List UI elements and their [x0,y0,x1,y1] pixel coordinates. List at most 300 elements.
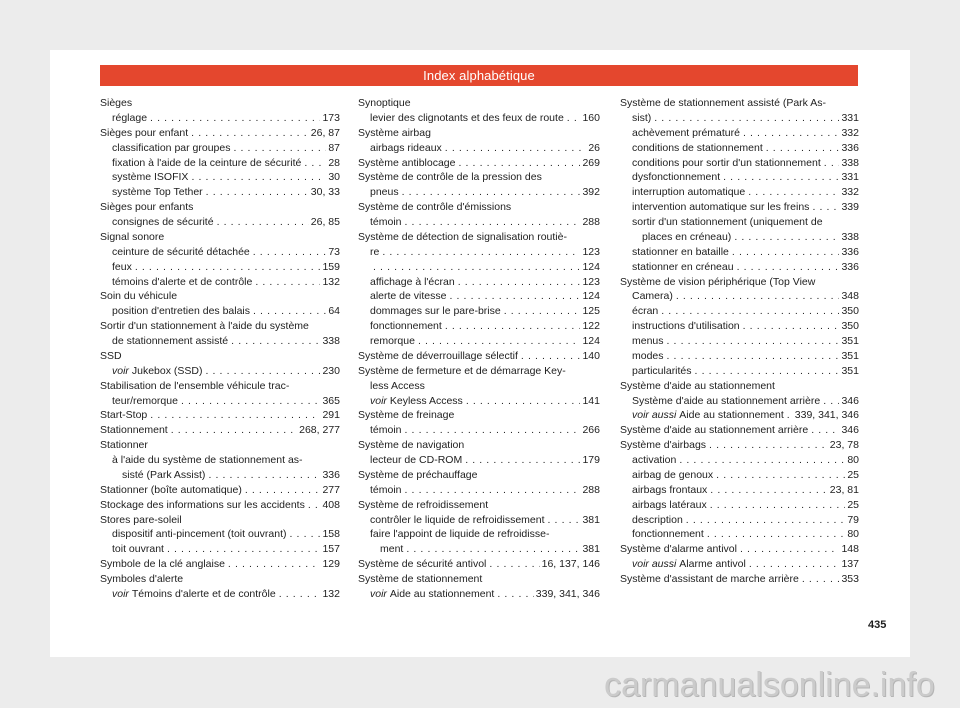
index-entry [620,96,859,111]
dot-leader [253,245,327,260]
index-term: Système d'aide au stationnement arrière [632,394,821,407]
page-reference: 137 [841,558,859,571]
see-reference: voir [112,587,129,600]
dot-leader [445,319,581,334]
index-entry [100,483,340,498]
page-reference: 392 [582,186,600,199]
page-reference: 351 [841,349,859,362]
index-subentry [100,170,340,185]
index-entry [620,275,859,290]
page-reference: 350 [841,305,859,318]
page-reference: 87 [328,141,340,154]
page-reference: 332 [841,186,859,199]
dot-leader [654,111,839,126]
page-reference: 79 [847,513,859,526]
index-term: Alarme antivol [679,558,746,571]
page-reference: 338 [841,156,859,169]
dot-leader [661,304,839,319]
index-term: Système de vision périphérique (Top View [620,275,816,288]
dot-leader [181,394,321,409]
dot-leader [802,572,840,587]
page-reference: 338 [841,230,859,243]
page-reference: 332 [841,126,859,139]
index-subentry [358,513,600,528]
page-reference: 266 [582,424,600,437]
index-term: Soin du véhicule [100,290,178,303]
page-reference: 73 [328,245,340,258]
page-reference: 26, 87 [310,126,340,139]
index-term: Stationner [100,439,148,452]
dot-leader [787,408,793,423]
index-subentry [100,394,340,409]
index-term: Stores pare-soleil [100,513,182,526]
index-term: témoin [370,424,402,437]
dot-leader [150,408,320,423]
page-reference: 23, 78 [829,439,859,452]
page-reference: 291 [322,409,340,422]
index-term: Système de contrôle de la pression des [358,171,542,184]
index-term: Système d'aide au stationnement [620,379,775,392]
dot-leader [405,423,581,438]
index-term: Système de détection de signalisation routiè- [358,230,567,243]
index-term: Start-Stop [100,409,148,422]
index-subentry [620,230,859,245]
index-term: levier des clignotants et des feux de route [370,111,564,124]
index-term: Système de refroidissement [358,498,489,511]
page-reference: 230 [322,364,340,377]
index-term: Système d'airbags [620,439,707,452]
index-subentry [100,468,340,483]
page-reference: 346 [841,424,859,437]
page-title: Index alphabétique [423,68,535,83]
page-reference: 353 [841,573,859,585]
dot-leader [253,304,326,319]
page-reference: 140 [582,349,600,362]
page-number: 435 [868,619,887,631]
page-reference: 336 [841,260,859,273]
index-term: de stationnement assisté [112,335,229,347]
index-entry [100,200,340,215]
index-term: less Access [370,379,425,392]
index-entry [358,170,600,185]
index-term: activation [632,454,677,466]
index-subentry [620,394,859,409]
page-reference: 159 [322,260,340,273]
index-subentry [358,483,600,498]
index-term: interruption automatique [632,186,746,199]
watermark-text: carmanualsonline.info [604,666,935,704]
index-subentry [358,379,600,394]
index-entry [358,438,600,453]
dot-leader [458,275,581,290]
page-reference: 64 [328,305,340,318]
dot-leader [405,215,581,230]
index-entry [620,438,859,453]
index-term: remorque [370,335,415,347]
index-subentry [358,215,600,230]
page-reference: 16, 137, 146 [541,558,600,571]
index-subentry [358,542,600,557]
index-subentry [620,364,859,379]
index-subentry [620,408,859,423]
index-term: modes [632,349,664,362]
index-term: écran [632,305,659,318]
dot-leader [465,453,580,468]
index-subentry [358,319,600,334]
index-term: Système de sécurité antivol [358,558,487,571]
index-term: contrôler le liquide de refroidissement [370,513,545,526]
index-subentry [358,453,600,468]
index-term: système Top Tether [112,186,203,199]
index-entry [358,156,600,171]
index-entry [100,379,340,394]
index-column-right [620,96,859,587]
index-term: dysfonctionnement [632,171,721,184]
dot-leader [723,170,839,185]
index-term: faire l'appoint de liquide de refroidisse- [370,528,550,541]
dot-leader [734,230,839,245]
index-term: témoin [370,483,402,496]
see-reference: voir aussi [632,558,677,571]
index-term: position d'entretien des balais [112,305,251,318]
dot-leader [679,453,845,468]
dot-leader [710,498,846,513]
dot-leader [766,141,840,156]
dot-leader [709,438,828,453]
page-reference: 25 [847,468,859,481]
index-subentry [620,527,859,542]
page-reference: 381 [582,513,600,526]
index-subentry [100,364,340,379]
dot-leader [521,349,581,364]
index-term: SSD [100,349,122,362]
index-entry [358,364,600,379]
index-term: ceinture de sécurité détachée [112,245,250,258]
index-entry [358,126,600,141]
index-subentry [358,527,600,542]
index-term: Système d'alarme antivol [620,543,737,556]
page-reference: 30 [328,171,340,184]
index-entry [100,408,340,423]
index-subentry [620,513,859,528]
index-entry [358,408,600,423]
index-term: réglage [112,111,148,124]
dot-leader [382,245,580,260]
dot-leader [497,587,533,602]
index-term: airbags latéraux [632,498,707,511]
index-subentry [358,245,600,260]
index-term: Témoins d'alerte et de contrôle [131,587,276,600]
index-subentry [620,215,859,230]
dot-leader [504,304,581,319]
index-term: feux [112,260,132,273]
index-subentry [358,289,600,304]
index-entry [620,542,859,557]
index-term: conditions pour sortir d'un stationnement [632,156,821,169]
index-entry [100,289,340,304]
page-reference: 381 [582,543,600,556]
index-entry [100,498,340,513]
index-term: Système d'assistant de marche arrière [620,573,799,585]
index-subentry [100,111,340,126]
page-reference: 124 [582,260,600,273]
index-entry [620,379,859,394]
dot-leader [710,483,828,498]
dot-leader [405,483,581,498]
index-term: Sièges pour enfant [100,126,189,139]
dot-leader [402,185,581,200]
index-subentry [620,468,859,483]
page-reference: 124 [582,335,600,347]
index-subentry [620,141,859,156]
see-reference: voir [370,587,387,600]
dot-leader [208,468,320,483]
index-term: Système de fermeture et de démarrage Key- [358,364,566,377]
index-term: Symbole de la clé anglaise [100,558,225,571]
index-entry [358,468,600,483]
index-term: sortir d'un stationnement (uniquement de [632,216,823,228]
index-term: pneus [370,186,399,199]
dot-leader [748,185,839,200]
index-term: Jukebox (SSD) [131,364,203,377]
dot-leader [373,260,580,275]
index-term: airbags frontaux [632,483,708,496]
index-subentry [620,453,859,468]
index-entry [358,96,600,111]
page-reference: 80 [847,454,859,466]
index-term: conditions de stationnement [632,141,763,154]
index-subentry [620,319,859,334]
index-term: Synoptique [358,97,411,109]
index-term: places en créneau) [642,230,732,243]
index-term: Système d'aide au stationnement arrière [620,424,809,437]
index-column-middle [358,96,600,602]
index-term: Système de navigation [358,439,465,452]
index-term: ment [380,543,404,556]
index-term: Signal sonore [100,230,165,243]
index-entry [358,498,600,513]
page-reference: 339 [841,201,859,214]
index-term: Système de stationnement [358,573,483,585]
index-subentry [100,275,340,290]
index-term: fixation à l'aide de la ceinture de sécurité [112,156,302,169]
index-subentry [358,111,600,126]
page-reference: 351 [841,364,859,377]
index-term: à l'aide du système de stationnement as- [112,454,303,466]
index-term: Système de freinage [358,409,455,422]
dot-leader [458,156,580,171]
index-term: Sièges pour enfants [100,201,194,214]
page-reference: 336 [841,141,859,154]
page-reference: 269 [582,156,600,169]
index-column-left [100,96,340,602]
dot-leader [191,170,326,185]
index-subentry [100,141,340,156]
index-subentry [100,334,340,349]
see-reference: voir [370,394,387,407]
page-reference: 122 [582,320,600,333]
index-term: re [370,245,380,258]
dot-leader [308,498,321,513]
page-reference: 351 [841,335,859,347]
page-reference: 173 [322,111,340,124]
index-subentry [358,423,600,438]
index-entry [620,572,859,587]
dot-leader [707,527,846,542]
page-reference: 132 [322,275,340,288]
page-reference: 25 [847,498,859,511]
page-reference: 125 [582,305,600,318]
page-reference: 26 [588,141,600,154]
dot-leader [406,542,580,557]
index-term: Stationner (boîte automatique) [100,483,242,496]
index-subentry [620,111,859,126]
page-reference: 338 [322,335,340,347]
dot-leader [824,156,840,171]
index-term: Système de stationnement assisté (Park As- [620,97,827,109]
page-reference: 350 [841,320,859,333]
index-term: Système de déverrouillage sélectif [358,349,518,362]
index-term: Camera) [632,290,673,303]
index-term: Aide au stationnement [389,587,495,600]
index-subentry [100,542,340,557]
page-reference: 339, 341, 346 [535,587,600,600]
page-reference: 123 [582,275,600,288]
dot-leader [740,542,839,557]
index-subentry [358,260,600,275]
dot-leader [716,468,845,483]
page-reference: 28 [328,156,340,169]
index-subentry [358,141,600,156]
page-reference: 30, 33 [310,186,340,199]
page-reference: 129 [322,558,340,571]
dot-leader [233,141,326,156]
dot-leader [749,557,840,572]
index-subentry [620,170,859,185]
index-entry [100,513,340,528]
index-subentry [358,394,600,409]
index-subentry [620,289,859,304]
page-reference: 346 [841,394,859,407]
index-term: airbags rideaux [370,141,442,154]
index-entry [100,319,340,334]
dot-leader [191,126,309,141]
index-term: Stockage des informations sur les accidents [100,498,305,511]
page-reference: 268, 277 [299,424,340,437]
index-subentry [100,304,340,319]
index-entry [100,557,340,572]
index-subentry [620,156,859,171]
page-reference: 408 [322,498,340,511]
index-term: Stabilisation de l'ensemble véhicule trac- [100,379,290,392]
page-reference: 331 [841,171,859,184]
page-reference: 26, 85 [310,216,340,228]
index-subentry [100,185,340,200]
index-term: dommages sur le pare-brise [370,305,501,318]
dot-leader [231,334,320,349]
dot-leader [686,513,846,528]
index-entry [100,126,340,141]
dot-leader [567,111,581,126]
index-subentry [100,453,340,468]
page-reference: 277 [322,483,340,496]
index-term: stationner en bataille [632,245,729,258]
dot-leader [171,423,297,438]
dot-leader [489,557,539,572]
dot-leader [667,349,840,364]
dot-leader [150,111,320,126]
index-entry [620,423,859,438]
see-reference: voir aussi [632,409,677,422]
index-term: Système airbag [358,126,431,139]
index-subentry [358,587,600,602]
index-entry [358,200,600,215]
index-subentry [358,275,600,290]
page-reference: 148 [841,543,859,556]
dot-leader [466,394,581,409]
dot-leader [743,126,839,141]
index-entry [100,230,340,245]
index-entry [358,557,600,572]
index-entry [358,572,600,587]
index-term: Système de préchauffage [358,468,478,481]
index-entry [100,438,340,453]
index-term: teur/remorque [112,394,178,407]
index-subentry [620,260,859,275]
index-subentry [620,200,859,215]
index-term: Système antiblocage [358,156,456,169]
dot-leader [205,364,320,379]
page-reference: 336 [322,468,340,481]
index-term: sist) [632,111,652,124]
index-term: Keyless Access [389,394,463,407]
dot-leader [206,185,309,200]
dot-leader [548,513,581,528]
index-term: toit ouvrant [112,543,164,556]
index-term: instructions d'utilisation [632,320,740,333]
index-subentry [620,334,859,349]
index-term: classification par groupes [112,141,231,154]
index-subentry [620,349,859,364]
index-subentry [358,304,600,319]
index-title-bar [100,65,858,86]
page-reference: 132 [322,587,340,600]
dot-leader [732,245,840,260]
index-subentry [100,527,340,542]
dot-leader [245,483,321,498]
page-reference: 157 [322,543,340,556]
index-term: fonctionnement [632,528,704,541]
index-subentry [100,260,340,275]
dot-leader [445,141,587,156]
index-term: sisté (Park Assist) [122,468,206,481]
index-entry [100,96,340,111]
index-term: description [632,513,683,526]
index-subentry [620,304,859,319]
page-reference: 336 [841,245,859,258]
index-entry [100,423,340,438]
index-entry [358,230,600,245]
index-subentry [620,126,859,141]
index-term: Système de contrôle d'émissions [358,201,512,214]
dot-leader [449,289,580,304]
dot-leader [418,334,581,349]
page-reference: 124 [582,290,600,303]
index-subentry [358,334,600,349]
dot-leader [228,557,321,572]
index-term: menus [632,335,664,347]
index-term: Stationnement [100,424,168,437]
